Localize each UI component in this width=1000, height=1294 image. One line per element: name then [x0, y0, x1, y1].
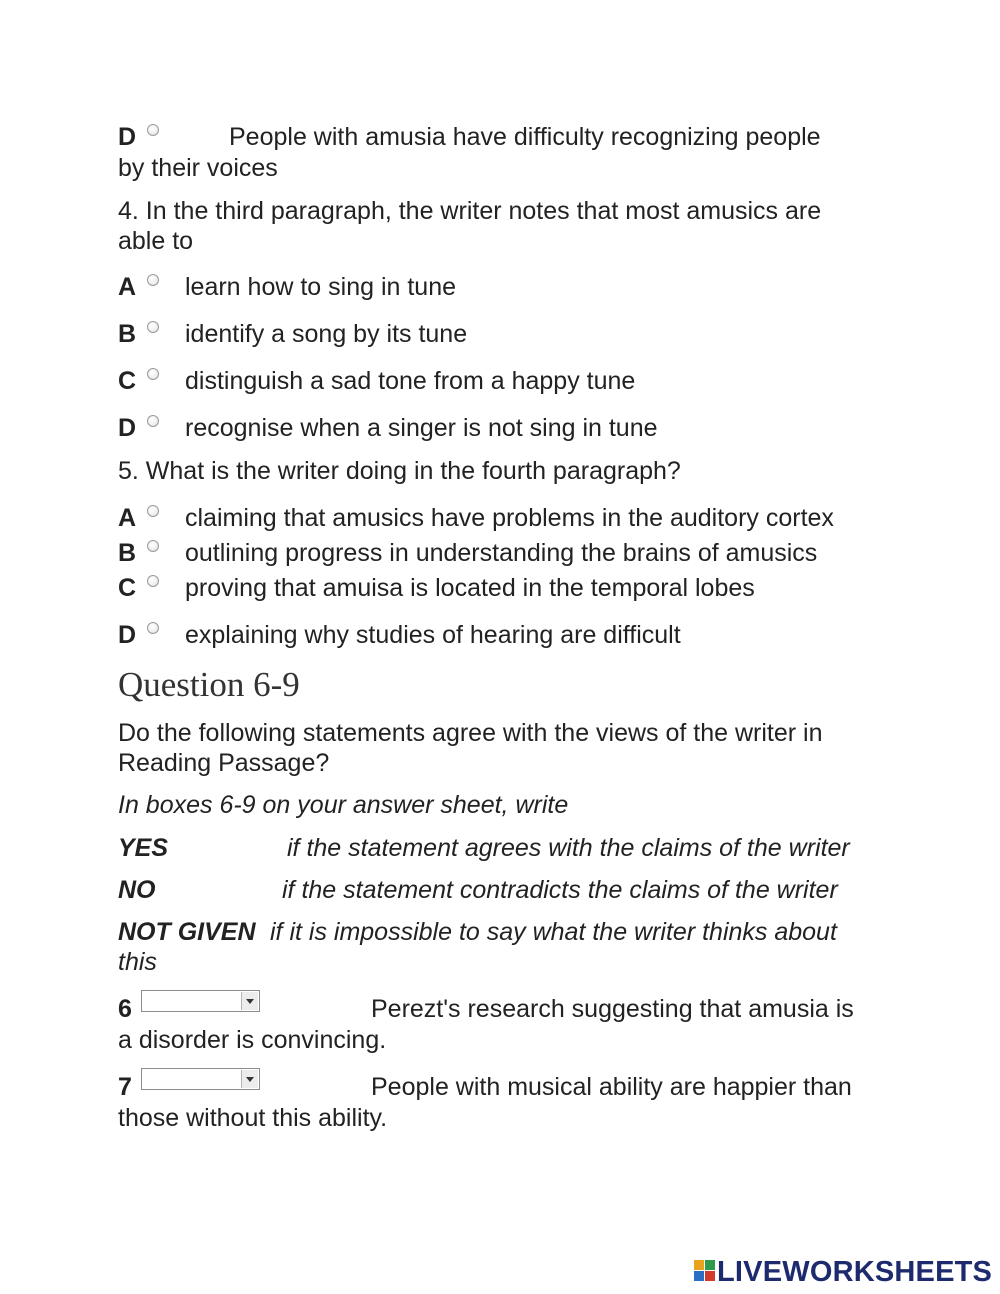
key-definition-no: if the statement contradicts the claims of the writer: [282, 876, 838, 904]
answer-dropdown[interactable]: [141, 1068, 260, 1090]
answer-dropdown[interactable]: [141, 990, 260, 1012]
statement-text-continued: a disorder is convincing.: [118, 1026, 387, 1054]
option-letter: A: [118, 504, 137, 532]
option-letter: A: [118, 273, 137, 301]
option-text: learn how to sing in tune: [185, 273, 457, 301]
statement-text: Perezt's research suggesting that amusia is: [371, 995, 854, 1023]
option-letter: D: [118, 414, 137, 442]
logo-grid-icon: [694, 1260, 716, 1282]
option-text: identify a song by its tune: [185, 320, 468, 348]
option-letter: C: [118, 367, 137, 395]
radio-button[interactable]: [147, 368, 159, 380]
section-heading: Question 6-9: [118, 665, 300, 704]
key-definition-yes: if the statement agrees with the claims of the writer: [287, 834, 850, 862]
option-text: distinguish a sad tone from a happy tune: [185, 367, 636, 395]
option-letter: C: [118, 574, 137, 602]
radio-button[interactable]: [147, 575, 159, 587]
statement-number: 6: [118, 995, 132, 1023]
brand-name: LIVEWORKSHEETS: [717, 1256, 993, 1288]
option-text: outlining progress in understanding the brains of amusics: [185, 539, 818, 567]
key-definition-not-given: if it is impossible to say what the writer thinks about: [270, 918, 837, 946]
key-term-not-given: NOT GIVEN: [118, 918, 256, 946]
radio-button[interactable]: [147, 124, 159, 136]
option-text: proving that amuisa is located in the temporal lobes: [185, 574, 755, 602]
liveworksheets-logo: [694, 1256, 993, 1288]
section-intro: Do the following statements agree with the views of the writer in: [118, 719, 823, 747]
question-4-stem: 4. In the third paragraph, the writer notes that most amusics are: [118, 197, 822, 225]
section-intro-continued: Reading Passage?: [118, 749, 330, 777]
chevron-down-icon[interactable]: [241, 1070, 258, 1088]
radio-button[interactable]: [147, 540, 159, 552]
key-definition-not-given-continued: this: [118, 948, 157, 976]
option-letter: D: [118, 123, 137, 151]
statement-number: 7: [118, 1073, 132, 1101]
statement-text-continued: those without this ability.: [118, 1104, 388, 1132]
radio-button[interactable]: [147, 622, 159, 634]
chevron-down-icon[interactable]: [241, 992, 258, 1010]
option-text-continued: by their voices: [118, 154, 278, 182]
radio-button[interactable]: [147, 321, 159, 333]
option-letter: B: [118, 539, 137, 567]
answer-instruction: In boxes 6-9 on your answer sheet, write: [118, 791, 569, 819]
option-text: recognise when a singer is not sing in tune: [185, 414, 658, 442]
radio-button[interactable]: [147, 505, 159, 517]
option-text: claiming that amusics have problems in the auditory cortex: [185, 504, 834, 532]
key-term-no: NO: [118, 876, 156, 904]
option-text: People with amusia have difficulty recognizing people: [229, 123, 821, 151]
option-letter: D: [118, 621, 137, 649]
key-term-yes: YES: [118, 834, 169, 862]
option-text: explaining why studies of hearing are difficult: [185, 621, 681, 649]
option-letter: B: [118, 320, 137, 348]
radio-button[interactable]: [147, 415, 159, 427]
question-5-stem: 5. What is the writer doing in the fourth paragraph?: [118, 457, 681, 485]
question-4-stem-continued: able to: [118, 227, 194, 255]
radio-button[interactable]: [147, 274, 159, 286]
statement-text: People with musical ability are happier than: [371, 1073, 852, 1101]
